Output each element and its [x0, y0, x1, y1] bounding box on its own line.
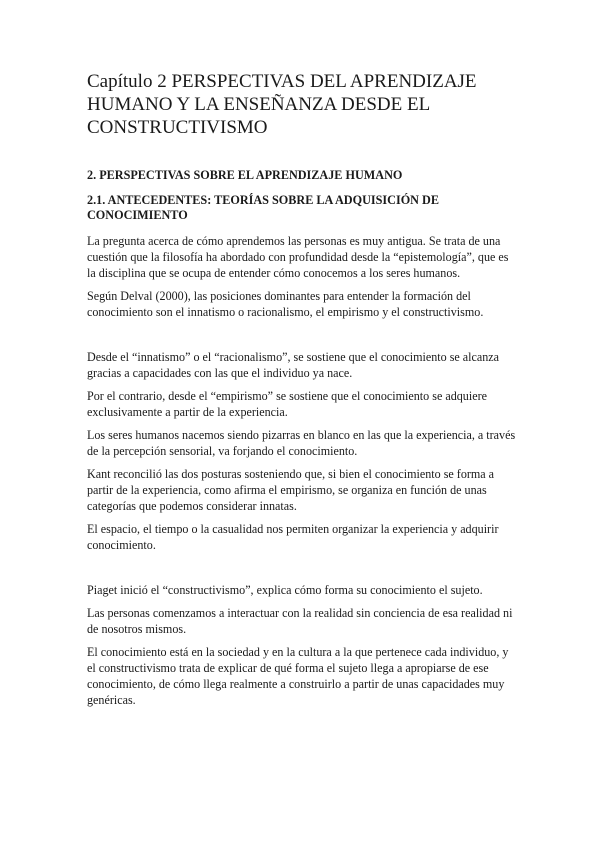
paragraph-interactuar: Las personas comenzamos a interactuar con la realidad sin conciencia de esa realidad ni de nosotros mismos.	[87, 606, 513, 636]
chapter-title: Capítulo 2 PERSPECTIVAS DEL APRENDIZAJE HUMANO Y LA ENSEÑANZA DESDE EL CONSTRUCTIVISMO	[87, 71, 477, 138]
document-page	[87, 70, 517, 715]
paragraph-empirismo: Por el contrario, desde el “empirismo” se sostiene que el conocimiento se adquiere exclusivamente a partir de la experiencia.	[87, 389, 487, 419]
paragraph-innatismo: Desde el “innatismo” o el “racionalismo”, se sostiene que el conocimiento se alcanza gracias a capacidades con las que el individuo ya nace.	[87, 350, 500, 380]
spacer	[87, 327, 517, 349]
paragraph-pizarras: Los seres humanos nacemos siendo pizarras en blanco en las que la experiencia, a través de la percepción sensorial, va forjando el conocimiento.	[87, 428, 516, 458]
section-heading: 2. PERSPECTIVAS SOBRE EL APRENDIZAJE HUMANO	[87, 168, 403, 182]
paragraph-intro: La pregunta acerca de cómo aprendemos las personas es muy antigua. Se trata de una cuestión que la filosofía ha abordado con profundidad desde la “epistemología”, que es la disciplina que se ocupa de entender cómo conocemos a los seres humanos.	[87, 234, 509, 280]
paragraph-espacio-tiempo: El espacio, el tiempo o la casualidad nos permiten organizar la experiencia y adquirir conocimiento.	[87, 522, 499, 552]
spacer	[87, 560, 517, 582]
paragraph-delval: Según Delval (2000), las posiciones dominantes para entender la formación del conocimiento son el innatismo o racionalismo, el empirismo y el constructivismo.	[87, 289, 484, 319]
paragraph-piaget: Piaget inició el “constructivismo”, explica cómo forma su conocimiento el sujeto.	[87, 583, 483, 597]
paragraph-kant: Kant reconcilió las dos posturas sosteniendo que, si bien el conocimiento se forma a partir de la experiencia, como afirma el empirismo, se organiza en función de unas categorías que podemos considerar innatas.	[87, 467, 495, 513]
subsection-heading: 2.1. ANTECEDENTES: TEORÍAS SOBRE LA ADQUISICIÓN DE CONOCIMIENTO	[87, 193, 439, 222]
paragraph-sociedad-cultura: El conocimiento está en la sociedad y en la cultura a la que pertenece cada individuo, y el constructivismo trata de explicar de qué forma el sujeto llega a apropiarse de ese conocimiento, de cómo llega realmente a construirlo a partir de unas capacidades muy genéricas.	[87, 645, 509, 707]
